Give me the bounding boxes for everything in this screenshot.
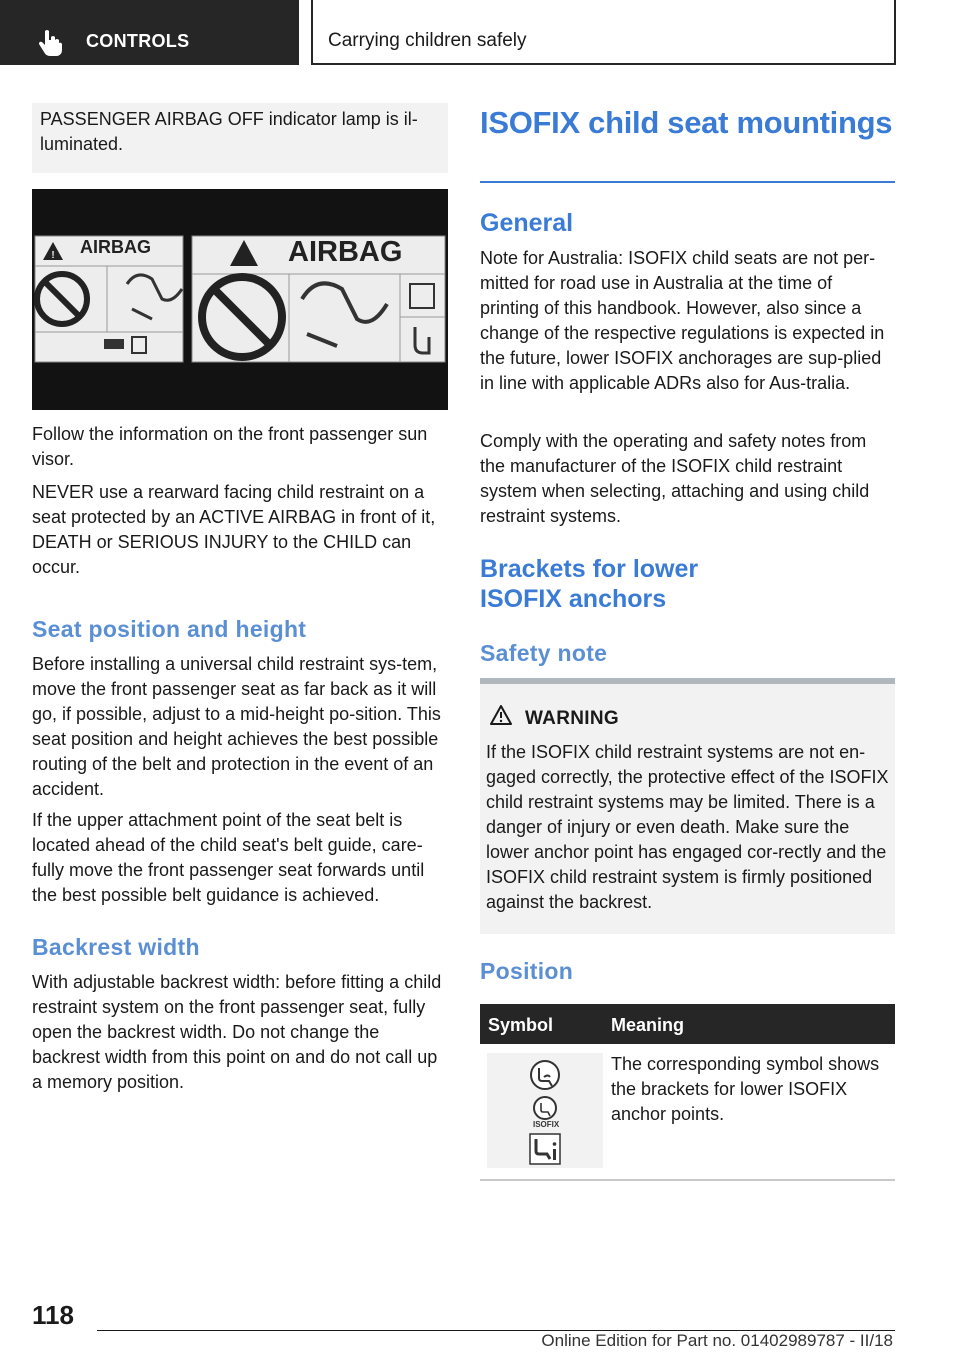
hand-pointer-icon xyxy=(36,28,64,56)
backrest-width-paragraph: With adjustable backrest width: before fitting a child restraint system on the front passenger seat, fully open the backrest width. Do not change the backrest width from this point on and do not call up a memory position. xyxy=(32,972,442,1092)
sunvisor-paragraph: Follow the information on the front passenger sun visor. xyxy=(32,424,428,469)
airbag-label-small-text: AIRBAG xyxy=(80,237,151,257)
page-number: 118 xyxy=(32,1300,74,1330)
indicator-note: PASSENGER AIRBAG OFF indicator lamp is il-luminated. xyxy=(32,103,448,173)
section-label: CONTROLS xyxy=(86,31,190,51)
table-bottom-rule xyxy=(480,1179,895,1181)
position-heading: Position xyxy=(480,958,574,984)
seat-position-paragraph-2: If the upper attachment point of the seat belt is located ahead of the child seat's belt guide, care-fully move the front passenger seat forwards until the best possible belt guidance is achieved. xyxy=(32,810,425,905)
page-title: ISOFIX child seat mountings xyxy=(480,105,893,140)
general-paragraph-1: Note for Australia: ISOFIX child seats are not per-mitted for road use in Australia at the time of printing of this handbook. However, also since a change of the respective regulations is expected in the future, lower ISOFIX anchorages are sup-plied in line with applicable ADRs also for Aus-tralia. xyxy=(480,248,885,393)
isofix-symbol-cell xyxy=(487,1053,603,1168)
brackets-heading: Brackets for lower ISOFIX anchors xyxy=(480,555,699,613)
general-heading: General xyxy=(480,209,574,237)
warning-triangle-icon xyxy=(489,704,513,726)
safety-note-heading: Safety note xyxy=(480,640,608,666)
table-meaning-cell: The corresponding symbol shows the brackets for lower ISOFIX anchor points. xyxy=(611,1054,880,1124)
column-header-symbol: Symbol xyxy=(488,1015,554,1035)
general-paragraph-2: Comply with the operating and safety notes from the manufacturer of the ISOFIX child restraint system when selecting, attaching and using child restraint systems. xyxy=(480,431,870,526)
never-warning-paragraph: NEVER use a rearward facing child restraint on a seat protected by an ACTIVE AIRBAG in front of it, DEATH or SERIOUS INJURY to the CHILD can occur. xyxy=(32,482,436,577)
chapter-header xyxy=(311,0,896,65)
svg-text:!: ! xyxy=(51,250,55,261)
seat-position-paragraph-1: Before installing a universal child restraint sys-tem, move the front passenger seat as far back as it will go, if possible, adjust to a mid-height po-sition. This seat position and height achieves the best possible routing of the belt and protection in the event of an accident. xyxy=(32,654,441,799)
backrest-width-heading: Backrest width xyxy=(32,934,200,960)
warning-text: If the ISOFIX child restraint systems are not en-gaged correctly, the protective effect of the ISOFIX child restraint systems may be limited. There is a danger of injury or even death. Make sure the lower anchor point has engaged cor-rectly and the ISOFIX child restraint system is firmly positioned against the backrest. xyxy=(486,742,889,912)
airbag-warning-photo xyxy=(32,189,448,410)
warning-box xyxy=(480,678,895,934)
seat-position-heading: Seat position and height xyxy=(32,616,307,642)
airbag-label-large-text: AIRBAG xyxy=(288,236,403,268)
chapter-title: Carrying children safely xyxy=(328,30,527,51)
airbag-label-image xyxy=(32,189,448,410)
section-tab xyxy=(0,0,299,65)
column-header-meaning: Meaning xyxy=(611,1015,685,1035)
table-header xyxy=(480,1004,895,1044)
isofix-caption: ISOFIX xyxy=(533,1120,560,1129)
title-divider xyxy=(480,181,895,183)
warning-title: WARNING xyxy=(525,708,619,729)
isofix-bracket-icon xyxy=(487,1053,603,1168)
edition-footer: Online Edition for Part no. 01402989787 - II/18 xyxy=(541,1331,893,1350)
